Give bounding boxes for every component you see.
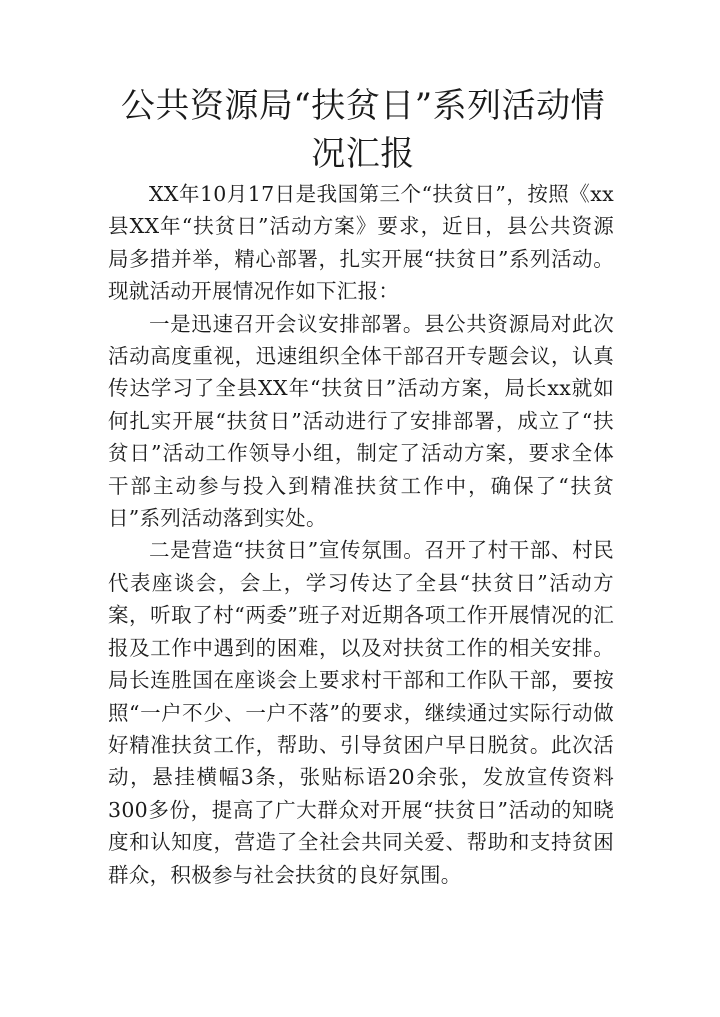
document-body (108, 178, 614, 891)
paragraph-meeting: 一是迅速召开会议安排部署。县公共资源局对此次活动高度重视，迅速组织全体干部召开专题会议，认真传达学习了全县XX年“扶贫日”活动方案，局长xx就如何扎实开展“扶贫日”活动进行了安排部署，成立了“扶贫日”活动工作领导小组，制定了活动方案，要求全体干部主动参与投入到精准扶贫工作中，确保了“扶贫日”系列活动落到实处。 (108, 311, 614, 531)
document-title: 公共资源局“扶贫日”系列活动情况汇报 (120, 86, 606, 174)
paragraph-intro: XX年10月17日是我国第三个“扶贫日”，按照《xx县XX年“扶贫日”活动方案》要求，近日，县公共资源局多措并举，精心部署，扎实开展“扶贫日”系列活动。现就活动开展情况作如下汇报： (108, 182, 614, 304)
paragraph-publicity: 二是营造“扶贫日”宣传氛围。召开了村干部、村民代表座谈会，会上，学习传达了全县“扶贫日”活动方案，听取了村“两委”班子对近期各项工作开展情况的汇报及工作中遇到的困难，以及对扶贫工作的相关安排。局长连胜国在座谈会上要求村干部和工作队干部，要按照“一户不少、一户不落”的要求，继续通过实际行动做好精准扶贫工作，帮助、引导贫困户早日脱贫。此次活动，悬挂横幅3条，张贴标语20余张，发放宣传资料300多份，提高了广大群众对开展“扶贫日”活动的知晓度和认知度，营造了全社会共同关爱、帮助和支持贫困群众，积极参与社会扶贫的良好氛围。 (108, 538, 614, 887)
